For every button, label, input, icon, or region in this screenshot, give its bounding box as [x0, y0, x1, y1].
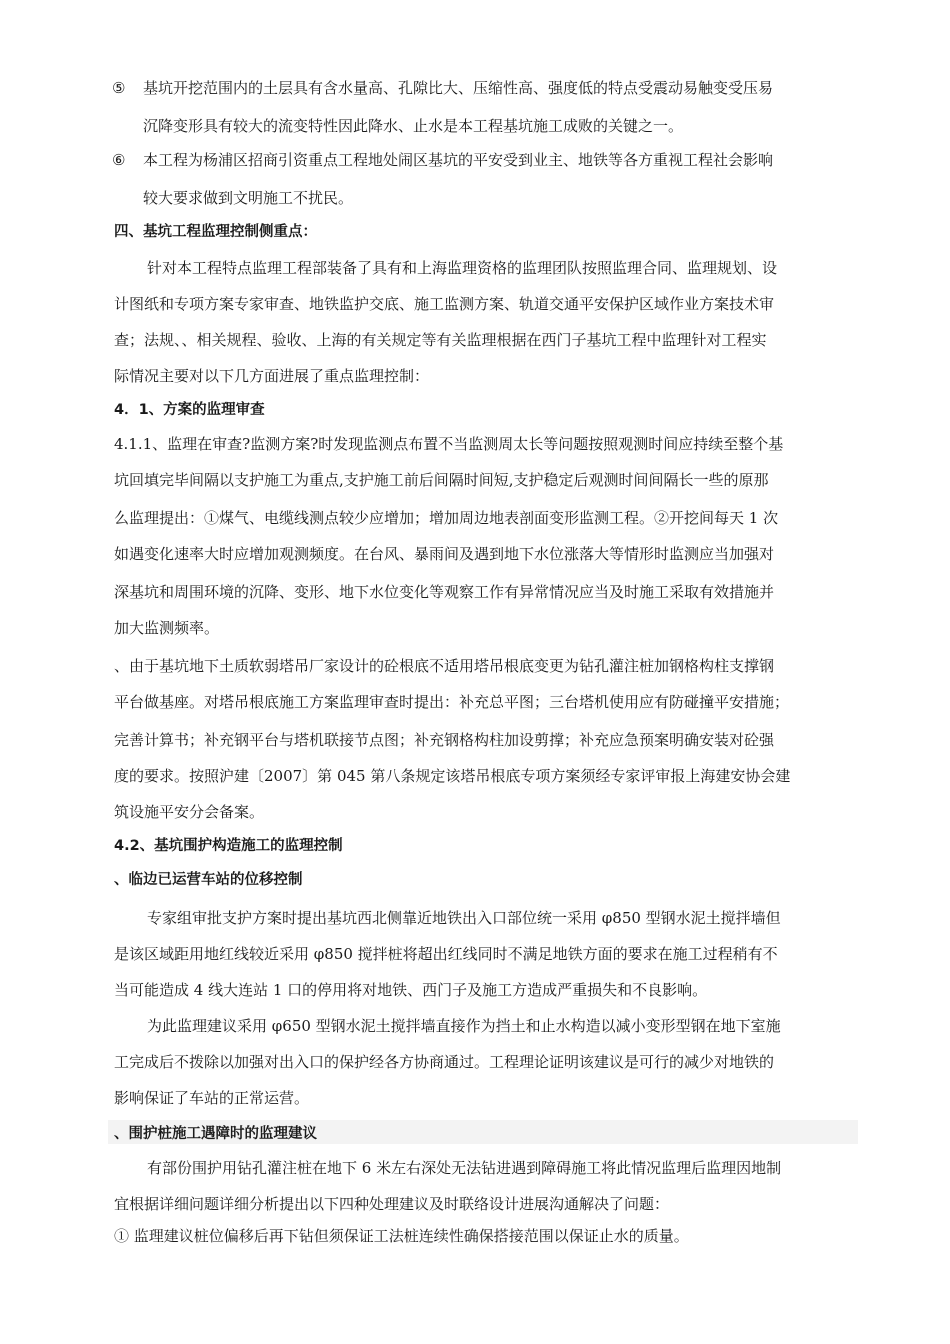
list-marker-6: ⑥	[112, 151, 126, 169]
section-4-2-p2-line-1: 为此监理建议采用 φ650 型钢水泥土搅拌墙直接作为挡土和止水构造以减小变形型钢在地下室施	[147, 1017, 781, 1035]
section-4-2-p2-line-2: 工完成后不拨除以加强对出入口的保护经各方协商通过。工程理论证明该建议是可行的减少对地铁的	[114, 1053, 775, 1071]
section-4-1-p2-line-5: 筑设施平安分会备案。	[114, 803, 265, 821]
section-4-1-heading: 4．1、方案的监理审查	[114, 402, 265, 418]
section-4-1-p1-line-3: 么监理提出：①煤气、电缆线测点较少应增加；增加周边地表剖面变形监测工程。②开挖间每天 1 次	[114, 509, 779, 527]
section-4-2-subheading-1: 、临边已运营车站的位移控制	[114, 872, 303, 888]
section-4-2-p1-line-3: 当可能造成 4 线大连站 1 口的停用将对地铁、西门子及施工方造成严重损失和不良影响。	[114, 981, 708, 999]
section-4-1-p1-line-5: 深基坑和周围环境的沉降、变形、地下水位变化等观察工作有异常情况应当及时施工采取有效措施并	[114, 583, 775, 601]
section-4-2-p1-line-2: 是该区域距用地红线较近采用 φ850 搅拌桩将超出红线同时不满足地铁方面的要求在施工过程稍有不	[114, 945, 778, 963]
section-4-1-p2-line-4: 度的要求。按照沪建〔2007〕第 045 第八条规定该塔吊根底专项方案须经专家评审报上海建安协会建	[114, 767, 791, 785]
section-4-2-p1-line-1: 专家组审批支护方案时提出基坑西北侧靠近地铁出入口部位统一采用 φ850 型钢水泥土搅拌墙但	[147, 909, 781, 927]
section-4-1-p2-line-2: 平台做基座。对塔吊根底施工方案监理审查时提出：补充总平图；三台塔机使用应有防碰撞平安措施；	[114, 693, 790, 711]
list-marker-5: ⑤	[112, 79, 126, 97]
section-4-2-p2-line-3: 影响保证了车站的正常运营。	[114, 1089, 310, 1107]
section-4-intro-line-1: 针对本工程特点监理工程部装备了具有和上海监理资格的监理团队按照监理合同、监理规划、设	[147, 259, 778, 277]
section-4-1-p2-line-3: 完善计算书；补充钢平台与塔机联接节点图；补充钢格构柱加设剪撑；补充应急预案明确安装对砼强	[114, 731, 775, 749]
section-4-1-p2-line-1: 、由于基坑地下土质软弱塔吊厂家设计的砼根底不适用塔吊根底变更为钻孔灌注桩加钢格构柱支撑钢	[114, 657, 775, 675]
item-6-line-2: 较大要求做到文明施工不扰民。	[143, 189, 354, 207]
section-4-1-p1-line-2: 坑回填完毕间隔以支护施工为重点,支护施工前后间隔时间短,支护稳定后观测时间间隔长一些的原那	[114, 471, 769, 489]
item-5-line-2: 沉降变形具有较大的流变特性因此降水、止水是本工程基坑施工成败的关键之一。	[143, 117, 684, 135]
item-6-line-1: 本工程为杨浦区招商引资重点工程地处闹区基坑的平安受到业主、地铁等各方重视工程社会影响	[143, 151, 774, 169]
section-4-heading: 四、基坑工程监理控制侧重点：	[114, 224, 317, 240]
section-4-2-p4-line-1: ① 监理建议桩位偏移后再下钻但须保证工法桩连续性确保搭接范围以保证止水的质量。	[114, 1227, 689, 1245]
section-4-intro-line-4: 际情况主要对以下几方面进展了重点监理控制：	[114, 367, 430, 385]
section-4-1-p1-line-4: 如遇变化速率大时应增加观测频度。在台风、暴雨间及遇到地下水位涨落大等情形时监测应当加强对	[114, 545, 775, 563]
section-4-2-subheading-2: 、围护桩施工遇障时的监理建议	[114, 1126, 317, 1142]
section-4-1-p1-line-6: 加大监测频率。	[114, 619, 220, 637]
section-4-2-p3-line-2: 宜根据详细问题详细分析提出以下四种处理建议及时联络设计进展沟通解决了问题：	[114, 1195, 670, 1213]
item-5-line-1: 基坑开挖范围内的土层具有含水量高、孔隙比大、压缩性高、强度低的特点受震动易触变受压易	[143, 79, 774, 97]
section-4-1-p1-line-1: 4.1.1、监理在审查?监测方案?时发现监测点布置不当监测周太长等问题按照观测时间应持续至整个基	[114, 435, 784, 453]
section-4-2-heading: 4.2、基坑围护构造施工的监理控制	[114, 838, 343, 854]
section-4-intro-line-2: 计图纸和专项方案专家审查、地铁监护交底、施工监测方案、轨道交通平安保护区域作业方案技术审	[114, 295, 775, 313]
section-4-2-p3-line-1: 有部份围护用钻孔灌注桩在地下 6 米左右深处无法钻进遇到障碍施工将此情况监理后监理因地制	[147, 1159, 782, 1177]
section-4-intro-line-3: 查；法规、、相关规程、验收、上海的有关规定等有关监理根据在西门子基坑工程中监理针对工程实	[114, 331, 767, 349]
